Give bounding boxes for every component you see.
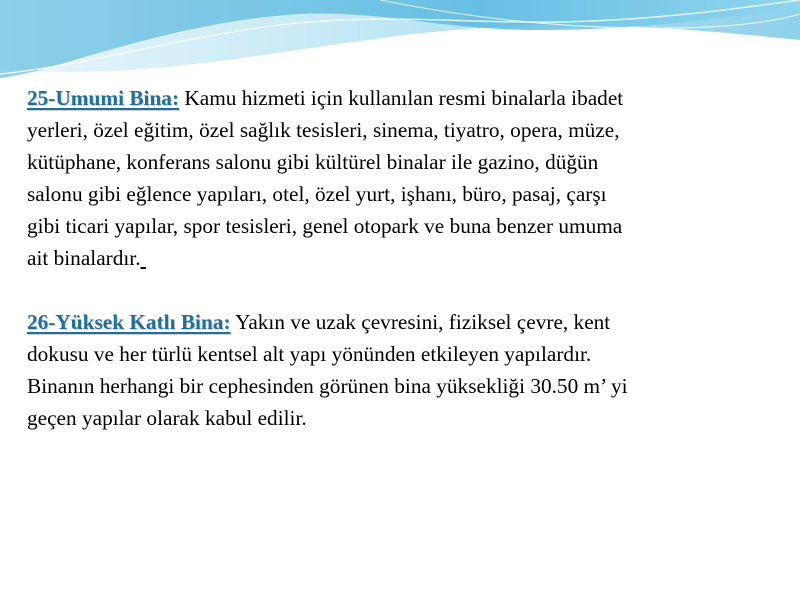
term-umumi-bina: 25-Umumi Bina:	[27, 86, 180, 110]
definition-text: Yakın ve uzak çevresini, fiziksel çevre, kent	[230, 310, 611, 334]
slide-content	[27, 82, 792, 434]
definition-text: yerleri, özel eğitim, özel sağlık tesisleri, sinema, tiyatro, opera, müze,	[27, 118, 620, 142]
definition-text: ait binalardır.	[27, 246, 141, 270]
definition-umumi-bina	[27, 82, 792, 274]
header-wave-decoration	[0, 0, 800, 90]
definition-text: kütüphane, konferans salonu gibi kültürel binalar ile gazino, düğün	[27, 150, 599, 174]
definition-yuksek-katli-bina	[27, 306, 792, 434]
paragraph-gap	[27, 274, 792, 306]
definition-text: gibi ticari yapılar, spor tesisleri, genel otopark ve buna benzer umuma	[27, 214, 623, 238]
definition-text: dokusu ve her türlü kentsel alt yapı yönünden etkileyen yapılardır.	[27, 342, 592, 366]
term-yuksek-katli-bina: 26-Yüksek Katlı Bina:	[27, 310, 231, 334]
definition-text: salonu gibi eğlence yapıları, otel, özel yurt, işhanı, büro, pasaj, çarşı	[27, 182, 607, 206]
trailing-space	[141, 246, 146, 270]
definition-text: Binanın herhangi bir cephesinden görünen bina yüksekliği 30.50 m’ yi	[27, 374, 628, 398]
definition-text: Kamu hizmeti için kullanılan resmi binalarla ibadet	[179, 86, 624, 110]
definition-text: geçen yapılar olarak kabul edilir.	[27, 406, 307, 430]
